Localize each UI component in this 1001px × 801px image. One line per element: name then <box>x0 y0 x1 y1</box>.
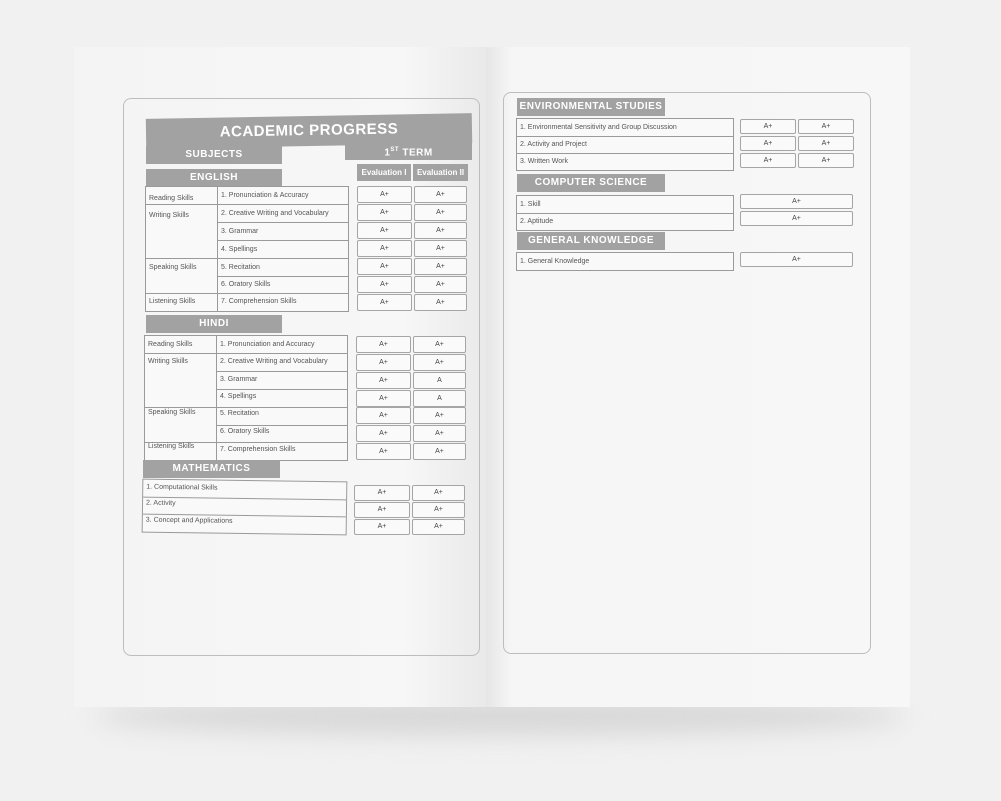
hindi-grade-e1: A+ <box>356 443 411 460</box>
english-grade-e2: A+ <box>414 258 467 275</box>
english-item-5: 5. Recitation <box>221 264 260 271</box>
hindi-grade-e1: A+ <box>356 354 411 371</box>
english-grade-e1: A+ <box>357 204 412 221</box>
english-grade-e2: A+ <box>414 276 467 293</box>
math-grade-e2: A+ <box>412 502 465 518</box>
english-item-3: 3. Grammar <box>221 228 259 235</box>
hindi-grade-e2: A <box>413 372 466 389</box>
evaluation-1-header: Evaluation I <box>357 164 411 181</box>
english-grade-e2: A+ <box>414 186 467 203</box>
hindi-grade-e1: A+ <box>356 407 411 424</box>
hindi-item-4: 4. Spellings <box>220 393 257 400</box>
gk-item-1: 1. General Knowledge <box>520 258 590 265</box>
english-grade-e1: A+ <box>357 186 412 203</box>
evs-grade-e1: A+ <box>740 136 796 151</box>
hindi-category-speaking: Speaking Skills <box>148 409 196 416</box>
hindi-category-writing: Writing Skills <box>148 358 188 365</box>
general-knowledge-table <box>516 252 734 271</box>
english-item-4: 4. Spellings <box>221 246 258 253</box>
mathematics-section-header: MATHEMATICS <box>143 460 280 478</box>
english-grade-e1: A+ <box>357 258 412 275</box>
hindi-section-header: HINDI <box>146 315 282 333</box>
english-category-reading: Reading Skills <box>149 195 194 202</box>
evs-item-2: 2. Activity and Project <box>520 141 587 148</box>
english-grade-e2: A+ <box>414 222 467 239</box>
evs-item-3: 3. Written Work <box>520 158 568 165</box>
hindi-item-6: 6. Oratory Skills <box>220 428 270 435</box>
english-item-6: 6. Oratory Skills <box>221 281 271 288</box>
general-knowledge-header: GENERAL KNOWLEDGE <box>517 232 665 250</box>
math-item-2: 2. Activity <box>145 499 176 508</box>
hindi-item-3: 3. Grammar <box>220 376 258 383</box>
evs-grade-e2: A+ <box>798 119 854 134</box>
english-grade-e1: A+ <box>357 222 412 239</box>
environmental-studies-header: ENVIRONMENTAL STUDIES <box>517 98 665 116</box>
cs-grade: A+ <box>740 194 853 209</box>
computer-science-table <box>516 195 734 231</box>
hindi-grade-e2: A+ <box>413 443 466 460</box>
math-item-1: 1. Computational Skills <box>146 483 218 492</box>
academic-progress-title: ACADEMIC PROGRESS <box>146 113 472 149</box>
math-grade-e1: A+ <box>354 519 410 535</box>
hindi-grade-e2: A+ <box>413 407 466 424</box>
hindi-grade-e2: A+ <box>413 425 466 442</box>
hindi-item-7: 7. Comprehension Skills <box>220 446 296 453</box>
english-category-speaking: Speaking Skills <box>149 264 197 271</box>
cs-item-2: 2. Aptitude <box>520 218 554 225</box>
english-grade-e1: A+ <box>357 294 412 311</box>
english-grade-e2: A+ <box>414 294 467 311</box>
math-grade-e2: A+ <box>412 485 465 501</box>
english-category-writing: Writing Skills <box>149 212 189 219</box>
evaluation-2-header: Evaluation II <box>413 164 468 181</box>
mathematics-table <box>142 479 348 536</box>
evs-grade-e2: A+ <box>798 153 854 168</box>
hindi-grade-e2: A+ <box>413 336 466 353</box>
computer-science-header: COMPUTER SCIENCE <box>517 174 665 192</box>
math-grade-e2: A+ <box>412 519 465 535</box>
evs-grade-e1: A+ <box>740 153 796 168</box>
cs-item-1: 1. Skill <box>520 201 541 208</box>
math-item-3: 3. Concept and Applications <box>145 516 233 525</box>
subjects-header: SUBJECTS <box>146 146 282 164</box>
hindi-grade-e1: A+ <box>356 390 411 407</box>
cs-grade: A+ <box>740 211 853 226</box>
hindi-item-2: 2. Creative Writing and Vocabulary <box>220 358 328 365</box>
english-grade-e1: A+ <box>357 276 412 293</box>
english-item-7: 7. Comprehension Skills <box>221 298 297 305</box>
english-section-header: ENGLISH <box>146 169 282 187</box>
hindi-table <box>144 335 348 461</box>
english-item-1: 1. Pronunciation & Accuracy <box>221 192 309 199</box>
term-superscript: ST <box>390 147 400 153</box>
english-item-2: 2. Creative Writing and Vocabulary <box>221 210 329 217</box>
hindi-category-listening: Listening Skills <box>148 443 195 450</box>
english-grade-e2: A+ <box>414 204 467 221</box>
term-word: TERM <box>399 147 433 159</box>
hindi-grade-e2: A <box>413 390 466 407</box>
english-grade-e1: A+ <box>357 240 412 257</box>
gk-grade: A+ <box>740 252 853 267</box>
term-number: 1 <box>384 147 391 159</box>
evs-item-1: 1. Environmental Sensitivity and Group Discussion <box>520 124 677 131</box>
term-header <box>345 141 472 160</box>
evs-grade-e2: A+ <box>798 136 854 151</box>
hindi-item-1: 1. Pronunciation and Accuracy <box>220 341 315 348</box>
english-table <box>145 186 349 312</box>
hindi-grade-e1: A+ <box>356 425 411 442</box>
hindi-grade-e2: A+ <box>413 354 466 371</box>
math-grade-e1: A+ <box>354 485 410 501</box>
hindi-category-reading: Reading Skills <box>148 341 193 348</box>
math-grade-e1: A+ <box>354 502 410 518</box>
hindi-item-5: 5. Recitation <box>220 410 259 417</box>
hindi-grade-e1: A+ <box>356 336 411 353</box>
english-category-listening: Listening Skills <box>149 298 196 305</box>
hindi-grade-e1: A+ <box>356 372 411 389</box>
environmental-studies-table <box>516 118 734 171</box>
english-grade-e2: A+ <box>414 240 467 257</box>
evs-grade-e1: A+ <box>740 119 796 134</box>
